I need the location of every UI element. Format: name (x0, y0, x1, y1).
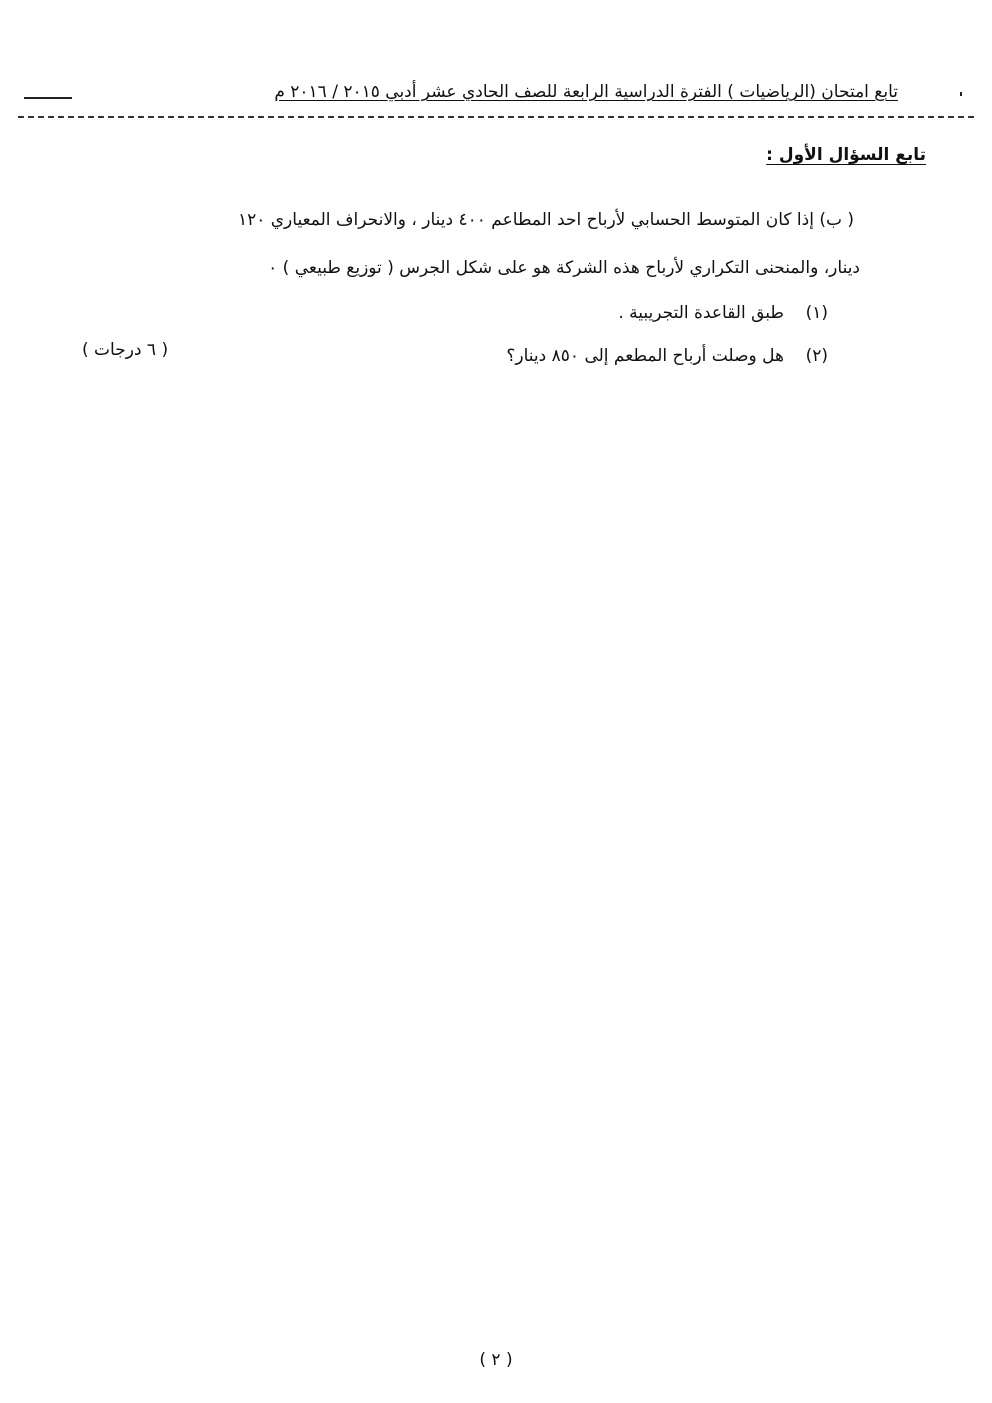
item-number: (١) (805, 303, 828, 323)
question-marks: ( ٦ درجات ) (82, 340, 169, 360)
question-item-1 (618, 303, 828, 323)
exam-header-title: تابع امتحان (الرياضيات ) الفترة الدراسية الرابعة للصف الحادي عشر أدبي ٢٠١٥ / ٢٠١٦ م (274, 82, 898, 102)
corner-tick-mark (960, 92, 962, 96)
header-dash-mark (24, 97, 72, 99)
question-heading: تابع السؤال الأول : (766, 145, 926, 165)
question-item-2 (506, 346, 828, 366)
page-number: ( ٢ ) (479, 1350, 513, 1370)
question-paragraph-line-1: ( ب) إذا كان المتوسط الحسابي لأرباح احد المطاعم ٤٠٠ دينار ، والانحراف المعياري ١٢٠ (237, 210, 854, 230)
header-dashed-rule (18, 116, 974, 122)
item-text: هل وصلت أرباح المطعم إلى ٨٥٠ دينار؟ (506, 346, 784, 366)
question-paragraph-line-2: دينار، والمنحنى التكراري لأرباح هذه الشركة هو على شكل الجرس ( توزيع طبيعي ) ٠ (268, 258, 860, 278)
item-number: (٢) (805, 346, 828, 366)
item-text: طبق القاعدة التجريبية . (618, 303, 784, 323)
